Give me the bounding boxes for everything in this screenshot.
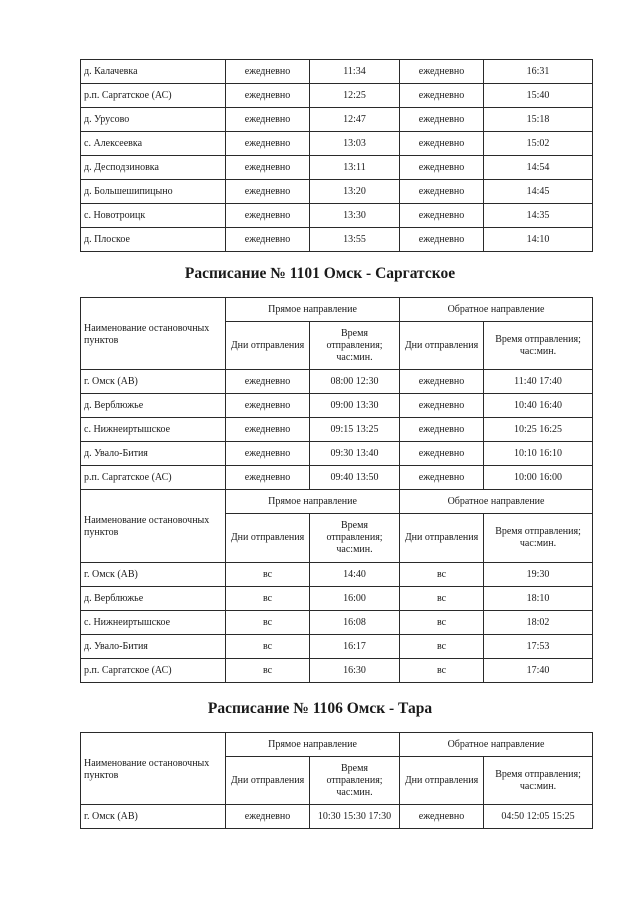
stop-name: д. Верблюжье: [81, 394, 226, 418]
forward-days: ежедневно: [226, 442, 310, 466]
reverse-days: ежедневно: [400, 84, 484, 108]
stop-name: д. Урусово: [81, 108, 226, 132]
forward-days: вс: [226, 587, 310, 611]
reverse-time: 14:45: [484, 180, 593, 204]
table-row: [81, 156, 593, 180]
forward-time: 14:40: [310, 563, 400, 587]
table-row: [81, 659, 593, 683]
reverse-days: ежедневно: [400, 805, 484, 829]
column-header-reverse: Обратное направление: [400, 490, 593, 514]
schedule-table-1106: [80, 732, 593, 829]
stop-name: с. Нижнеиртышское: [81, 611, 226, 635]
stop-name: с. Алексеевка: [81, 132, 226, 156]
forward-time: 16:17: [310, 635, 400, 659]
forward-time: 09:30 13:40: [310, 442, 400, 466]
stop-name: р.п. Саргатское (АС): [81, 659, 226, 683]
reverse-days: вс: [400, 659, 484, 683]
table-row: [81, 466, 593, 490]
column-header-time: Время отправления; час:мин.: [484, 322, 593, 370]
reverse-days: ежедневно: [400, 418, 484, 442]
table-row: [81, 394, 593, 418]
reverse-time: 11:40 17:40: [484, 370, 593, 394]
schedule-table-1101: [80, 297, 593, 683]
reverse-days: вс: [400, 635, 484, 659]
reverse-time: 10:25 16:25: [484, 418, 593, 442]
column-header-time: Время отправления; час:мин.: [310, 514, 400, 563]
schedule-table-continuation: [80, 59, 593, 252]
column-header-forward: Прямое направление: [226, 733, 400, 757]
reverse-days: ежедневно: [400, 228, 484, 252]
forward-days: ежедневно: [226, 418, 310, 442]
stop-name: д. Калачевка: [81, 60, 226, 84]
forward-time: 13:20: [310, 180, 400, 204]
reverse-days: вс: [400, 611, 484, 635]
forward-time: 09:15 13:25: [310, 418, 400, 442]
forward-time: 12:47: [310, 108, 400, 132]
table-row: [81, 587, 593, 611]
forward-time: 16:00: [310, 587, 400, 611]
forward-days: ежедневно: [226, 108, 310, 132]
column-header-days: Дни отправления: [226, 514, 310, 563]
reverse-days: ежедневно: [400, 442, 484, 466]
reverse-time: 17:53: [484, 635, 593, 659]
column-header-days: Дни отправления: [226, 322, 310, 370]
stop-name: д. Увало-Бития: [81, 442, 226, 466]
reverse-time: 10:00 16:00: [484, 466, 593, 490]
stop-name: д. Верблюжье: [81, 587, 226, 611]
table-row: [81, 108, 593, 132]
column-header-time: Время отправления; час:мин.: [484, 757, 593, 805]
table-row: [81, 132, 593, 156]
table-row: [81, 204, 593, 228]
stop-name: р.п. Саргатское (АС): [81, 84, 226, 108]
forward-days: ежедневно: [226, 805, 310, 829]
table-header-row: [81, 298, 593, 322]
forward-days: ежедневно: [226, 228, 310, 252]
reverse-time: 10:40 16:40: [484, 394, 593, 418]
stop-name: г. Омск (АВ): [81, 370, 226, 394]
forward-time: 09:40 13:50: [310, 466, 400, 490]
column-header-stops: Наименование остановочных пунктов: [81, 298, 226, 370]
reverse-time: 18:10: [484, 587, 593, 611]
column-header-time: Время отправления; час:мин.: [310, 757, 400, 805]
forward-time: 13:55: [310, 228, 400, 252]
reverse-time: 04:50 12:05 15:25: [484, 805, 593, 829]
table-row: [81, 805, 593, 829]
table-row: [81, 228, 593, 252]
column-header-forward: Прямое направление: [226, 298, 400, 322]
forward-days: ежедневно: [226, 84, 310, 108]
reverse-time: 10:10 16:10: [484, 442, 593, 466]
forward-days: ежедневно: [226, 60, 310, 84]
reverse-time: 15:18: [484, 108, 593, 132]
reverse-time: 15:02: [484, 132, 593, 156]
stop-name: д. Плоское: [81, 228, 226, 252]
table-row: [81, 442, 593, 466]
stop-name: г. Омск (АВ): [81, 805, 226, 829]
forward-days: ежедневно: [226, 180, 310, 204]
forward-days: ежедневно: [226, 156, 310, 180]
forward-time: 08:00 12:30: [310, 370, 400, 394]
reverse-days: ежедневно: [400, 180, 484, 204]
forward-days: ежедневно: [226, 132, 310, 156]
forward-time: 12:25: [310, 84, 400, 108]
forward-days: вс: [226, 659, 310, 683]
reverse-days: ежедневно: [400, 204, 484, 228]
table-row: [81, 563, 593, 587]
forward-time: 09:00 13:30: [310, 394, 400, 418]
column-header-days: Дни отправления: [400, 322, 484, 370]
reverse-time: 18:02: [484, 611, 593, 635]
table-header-row: [81, 733, 593, 757]
table-row: [81, 60, 593, 84]
reverse-days: ежедневно: [400, 394, 484, 418]
stop-name: с. Новотроицк: [81, 204, 226, 228]
column-header-forward: Прямое направление: [226, 490, 400, 514]
forward-time: 11:34: [310, 60, 400, 84]
forward-days: вс: [226, 563, 310, 587]
table-row: [81, 180, 593, 204]
reverse-time: 16:31: [484, 60, 593, 84]
section-title-1106: Расписание № 1106 Омск - Тара: [207, 700, 433, 717]
reverse-time: 14:35: [484, 204, 593, 228]
column-header-stops: Наименование остановочных пунктов: [81, 733, 226, 805]
reverse-days: ежедневно: [400, 132, 484, 156]
reverse-time: 17:40: [484, 659, 593, 683]
column-header-reverse: Обратное направление: [400, 733, 593, 757]
reverse-time: 15:40: [484, 84, 593, 108]
forward-days: ежедневно: [226, 370, 310, 394]
reverse-days: ежедневно: [400, 370, 484, 394]
table-row: [81, 84, 593, 108]
column-header-reverse: Обратное направление: [400, 298, 593, 322]
table-row: [81, 611, 593, 635]
reverse-time: 19:30: [484, 563, 593, 587]
stop-name: д. Десподзиновка: [81, 156, 226, 180]
reverse-days: ежедневно: [400, 466, 484, 490]
reverse-days: вс: [400, 587, 484, 611]
forward-time: 13:11: [310, 156, 400, 180]
table-row: [81, 418, 593, 442]
reverse-days: вс: [400, 563, 484, 587]
table-row: [81, 635, 593, 659]
stop-name: р.п. Саргатское (АС): [81, 466, 226, 490]
forward-days: вс: [226, 611, 310, 635]
reverse-days: ежедневно: [400, 60, 484, 84]
stop-name: д. Большешипицыно: [81, 180, 226, 204]
stop-name: с. Нижнеиртышское: [81, 418, 226, 442]
stop-name: г. Омск (АВ): [81, 563, 226, 587]
forward-time: 10:30 15:30 17:30: [310, 805, 400, 829]
forward-days: ежедневно: [226, 466, 310, 490]
column-header-days: Дни отправления: [400, 514, 484, 563]
reverse-days: ежедневно: [400, 108, 484, 132]
table-row: [81, 370, 593, 394]
forward-days: вс: [226, 635, 310, 659]
column-header-days: Дни отправления: [400, 757, 484, 805]
column-header-days: Дни отправления: [226, 757, 310, 805]
column-header-time: Время отправления; час:мин.: [310, 322, 400, 370]
reverse-time: 14:10: [484, 228, 593, 252]
forward-time: 13:30: [310, 204, 400, 228]
forward-time: 16:30: [310, 659, 400, 683]
forward-time: 13:03: [310, 132, 400, 156]
forward-time: 16:08: [310, 611, 400, 635]
reverse-time: 14:54: [484, 156, 593, 180]
column-header-stops: Наименование остановочных пунктов: [81, 490, 226, 563]
stop-name: д. Увало-Бития: [81, 635, 226, 659]
reverse-days: ежедневно: [400, 156, 484, 180]
forward-days: ежедневно: [226, 394, 310, 418]
forward-days: ежедневно: [226, 204, 310, 228]
section-title-1101: Расписание № 1101 Омск - Саргатское: [184, 265, 456, 282]
column-header-time: Время отправления; час:мин.: [484, 514, 593, 563]
table-header-row: [81, 490, 593, 514]
